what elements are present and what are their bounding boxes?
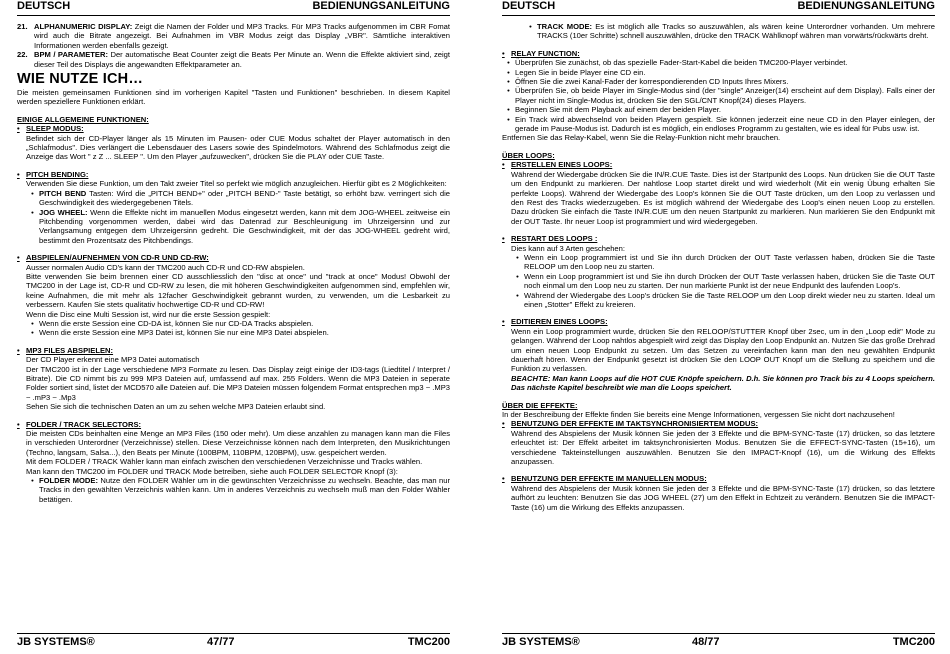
page-header bbox=[17, 0, 450, 16]
mp3-text-3: Sehen Sie sich die technischen Daten an um zu sehen welche MP3 Dateien erlaubt sind. bbox=[26, 402, 326, 412]
pitch-text: Verwenden Sie diese Funktion, um den Takt zweier Titel so perfekt wie möglich anzugleichen. Hierfür gibt es 2 Möglichkeiten: bbox=[26, 179, 447, 189]
effects-intro: In der Beschreibung der Effekte finden Sie bereits eine Menge Informationen, vergessen Sie nicht dort nachzusehen! bbox=[502, 410, 895, 420]
edit-loop-text: Wenn ein Loop programmiert wurde, drücken Sie den RELOOP/STUTTER Knopf über 2sec, um in den „Loop edit" Mode zu gelangen. Während der Loop nahtlos abgespielt wird zeigt das Display den Loop Endpunkt an. Nutzen Sie das große Drehrad um einen neuen Loop Endpunkt zu setzen. Um das Setzen zu vereinfachen kann man den neu gewählten Endpunkt dauerhaft hören. Wenn der Endpunkt gesetzt ist drücken Sie den LOOP OUT Knopf um die Stellung zu speichern und die Funktion zu verlassen. bbox=[511, 326, 935, 374]
subsection-heading-cdr: • ABSPIELEN/AUFNEHMEN VON CD-R UND CD-RW: bbox=[17, 253, 209, 263]
cdr-text-3: Wenn die Disc eine Multi Session ist, wird nur die erste Session gespielt: bbox=[26, 309, 271, 319]
list-item: • Legen Sie in beide Player eine CD ein. bbox=[507, 67, 646, 77]
numbered-item-22: 22. BPM / PARAMETER: Der automatische Beat Counter zeigt die Beats Per Minute an. Wenn die Effekte aktiviert sind, zeigt dieser Teil des Displays die angewandten Effektparameter an. bbox=[17, 50, 450, 69]
list-item: • JOG WHEEL: Wenn die Effekte nicht im manuellen Modus eingesetzt werden, kann mit dem JOG-WHEEL zeitweise ein Pitchbending vorgenommen werden, dabei wird das Datenrad zur Beschleunigung im Uhrzeigersinn und zur Verlangsamung entgegen dem Uhrzeigersinn gedreht. Die Geschwindigkeit, mit der das JOG-WHEEL gedreht wird, bestimmt den Prozentsatz des Pitchbendings. bbox=[31, 207, 450, 245]
folder-bullets bbox=[17, 476, 450, 504]
footer-page-number: 48/77 bbox=[692, 636, 720, 648]
section-heading-effects: ÜBER DIE EFFEKTE: bbox=[502, 400, 578, 410]
footer-model: TMC200 bbox=[892, 636, 935, 648]
subsection-heading-mp3: • MP3 FILES ABSPIELEN: bbox=[17, 345, 114, 355]
list-item: • Überprüfen Sie, ob beide Player im Single-Modus sind (der "single" Anzeiger(14) erscheint auf dem Display). Falls einer der Player nicht im Single-Modus ist, drücken Sie den SGL/CNT Knopf(24) dieses Players. bbox=[507, 86, 935, 105]
header-language: DEUTSCH bbox=[17, 0, 71, 12]
folder-text-1: Die meisten CDs beinhalten eine Menge an MP3 Files (150 oder mehr). Um diese anzahlen zu managen kann man die Files in verschieden Unterordner (Verzeichnisse) stellen. Diese Verzeichnisse können nach dem Interpreten, den Musikrichtungen (Techno, langsam, Salsa...), den Beats per Minute (100BPM, 110BPM, 120BPM), usw. gespeichert werden. bbox=[26, 429, 450, 457]
list-item: • TRACK MODE: Es ist möglich alle Tracks so auszuwählen, als wären keine Unterordner vorhanden. Um mehrere TRACKS (10er Schritte) schnell auszuwählen, drücke den TRACK Wählknopf währen man vorwärts/rückwärts dreht. bbox=[529, 22, 935, 41]
chapter-title: WIE NUTZE ICH… bbox=[17, 71, 144, 88]
list-item: • Während der Wiedergabe des Loop's drücken Sie die Taste RELOOP um den Loop direkt wieder neu zu starten. Ideal um einen „Stotter" Effekt zu kreieren. bbox=[516, 290, 935, 309]
track-mode-bullet bbox=[502, 22, 935, 41]
cdr-text-1: Ausser normalen Audio CD's kann der TMC200 auch CD-R und CD-RW abspielen. bbox=[26, 262, 305, 272]
sync-effects-text: Während des Abspielens der Musik können Sie jeden der 3 Effekte und die BPM-SYNC-Taste (17) drücken, so das letztere erleuchtet ist: Der Effekt arbeitet im taktsynchronisierten Modus. Benutzen Sie die EFFECT-SYNC-Tasten (15+16), um verschiedene Takteinstellungen auszuwählen. Benutzen Sie den IMPACT-Knopf (16), um die Wirkung des Effekts anzupassen. bbox=[511, 428, 935, 467]
header-title: BEDIENUNGSANLEITUNG bbox=[312, 0, 450, 12]
list-item: • FOLDER MODE: Nutze den FOLDER Wähler um in die gewünschten Verzeichnisse zu wechseln. Beachte, das man nur Tracks in den gewählten Verzeichnis wählen kann. Um in anderes Verzeichnis zu wechseln muß man den Folder Wähler betätigen. bbox=[31, 476, 450, 504]
page-footer bbox=[17, 633, 450, 650]
subsection-heading-folder: • FOLDER / TRACK SELECTORS: bbox=[17, 419, 142, 429]
list-item: • Wenn ein Loop programmiert ist und Sie ihn durch Drücken der OUT Taste verlassen haben, drücken Sie die Taste OUT noch einmal um den Loop neu zu starten. Der nun markierte Punkt ist der neue Endpunkt des laufenden Loop's. bbox=[516, 271, 935, 291]
relay-after: Entfernen Sie das Relay-Kabel, wenn Sie die Relay-Funktion nicht mehr brauchen. bbox=[502, 133, 781, 143]
list-item: • PITCH BEND Tasten: Wird die „PITCH BEND+" oder „PITCH BEND-" Taste betätigt, so erhöht bzw. verringert sich die Geschwindigkeit des wiedergegebenen Titels. bbox=[31, 188, 450, 208]
chapter-intro: Die meisten gemeinsamen Funktionen sind im vorherigen Kapitel "Tasten und Funktionen" beschrieben. In diesem Kapitel werden speziellere Funktionen erklärt. bbox=[17, 88, 450, 107]
mp3-text-1: Der CD Player erkennt eine MP3 Datei automatisch bbox=[26, 355, 200, 365]
section-heading-loops: ÜBER LOOPS: bbox=[502, 150, 555, 160]
list-item: • Wenn die erste Session eine MP3 Datei ist, können Sie nur eine MP3 Datei abspielen. bbox=[31, 328, 329, 338]
footer-brand: JB SYSTEMS® bbox=[17, 636, 95, 648]
subsection-heading-create-loop: • ERSTELLEN EINES LOOPS: bbox=[502, 160, 613, 170]
subsection-heading-sync-effects: • BENUTZUNG DER EFFEKTE IM TAKTSYNCHRONISIERTEM MODUS: bbox=[502, 419, 759, 429]
list-item: • Ein Track wird abwechselnd von beiden Playern gespielt. Sie können jederzeit eine neue CD in den Player einlegen, der gerade im Pause-Modus ist. Dadurch ist es möglich, ein endloses Programm zu gestalten, wie es ideal für Pubs usw. ist. bbox=[507, 114, 935, 134]
section-heading-general: EINIGE ALLGEMEINE FUNKTIONEN: bbox=[17, 114, 149, 124]
list-item: • Beginnen Sie mit dem Playback auf einem der beiden Player. bbox=[507, 105, 721, 115]
list-item: • Wenn ein Loop programmiert ist und Sie ihn durch Drücken der OUT Taste verlassen haben, drücken Sie die Taste RELOOP um den Loop neu zu starten. bbox=[516, 252, 935, 272]
restart-loop-bullets bbox=[502, 253, 935, 309]
footer-page-number: 47/77 bbox=[207, 636, 235, 648]
sleep-text: Befindet sich der CD-Player länger als 15 Minuten im Pausen- oder CUE Modus schaltet der Player automatisch in den „Schlafmodus". Dies verlängert die Lebensdauer des Lasers sowie des Spindelmotors. Während des Schlafmodus zeigt die Anzeige das Wort " z Z ... SLEEP ". Um den Player „aufzuwecken", drücken Sie die PLAY oder CUE Taste. bbox=[26, 133, 450, 162]
header-language: DEUTSCH bbox=[502, 0, 556, 12]
subsection-heading-edit-loop: • EDITIEREN EINES LOOPS: bbox=[502, 317, 608, 327]
manual-effects-text: Während des Abspielens der Musik können Sie jeden der 3 Effekte und die BPM-SYNC-Taste (17) drücken, so das letztere aufhört zu leuchten: Benutzen Sie das JOG WHEEL (27) um den Effekt in Echtzeit zu verändern. Benutzen Sie die IMPACT-Taste (16) um die Wirkung des Effekts anzupassen. bbox=[511, 483, 935, 512]
create-loop-text: Während der Wiedergabe drücken Sie die IN/R.CUE Taste. Dies ist der Startpunkt des Loops. Nun drücken Sie die OUT Taste um den Endpunkt zu markieren. Der nahtlose Loop startet direkt und wird wiederholt (Mit ein wenig Übung erhalten Sie perfekte Loops). Während der Wiedergabe des Loop's können Sie die OUT Taste drücken, um den Loop zu verlassen und den Rest des Tracks wiederzugeben. Es ist möglich während der Wiedergabe des Loop's einen neuen Loop zu erstellen. Dazu drücken Sie einfach die Taste IN/R.CUE um den neuen Startpunkt zu markieren. Nun markieren Sie den Endpunkt mit der OUT Taste. Ihr neuer Loop ist programmiert und wird wiedergegeben. bbox=[511, 169, 935, 226]
list-item: • Öffnen Sie die zwei Kanal-Fader der korrespondierenden CD Inputs Ihres Mixers. bbox=[507, 77, 789, 87]
right-page bbox=[502, 0, 935, 654]
footer-model: TMC200 bbox=[407, 636, 450, 648]
subsection-heading-relay: • RELAY FUNCTION: bbox=[502, 48, 580, 58]
page-header bbox=[502, 0, 935, 16]
list-item: • Wenn die erste Session eine CD-DA ist, können Sie nur CD-DA Tracks abspielen. bbox=[31, 318, 314, 328]
relay-bullets bbox=[502, 58, 935, 133]
list-item: • Überprüfen Sie zunächst, ob das spezielle Fader-Start-Kabel die beiden TMC200-Player verbindet. bbox=[507, 58, 848, 68]
cdr-bullets bbox=[17, 319, 450, 338]
subsection-heading-restart-loop: • RESTART DES LOOPS : bbox=[502, 234, 598, 244]
cdr-text-2: Bitte verwenden Sie beim brennen einer CD ausschliesslich den "disc at once" und "track at once" Modus! Obwohl der TMC200 in der Lage ist, CD-R und CD-RW zu lesen, die mit höheren Geschwindigkeiten aufgenommen sind, empfehlen wir, keine Aufnahmen, die mit mehr als 12facher Geschwindigkeit gebrannt wurden, zu verwenden, um die Lesbarkeit zu verbessern. Kaufen Sie stets qualitativ hochwertige CD-R und CD-RW! bbox=[26, 271, 450, 310]
subsection-heading-manual-effects: • BENUTZUNG DER EFFEKTE IM MANUELLEN MODUS: bbox=[502, 474, 707, 484]
folder-text-3: Man kann den TMC200 im FOLDER und TRACK Mode betreiben, siehe auch FOLDER SELECTOR Knopf (3): bbox=[26, 466, 398, 476]
footer-brand: JB SYSTEMS® bbox=[502, 636, 580, 648]
page-body bbox=[17, 22, 450, 628]
numbered-item-21: 21. ALPHANUMERIC DISPLAY: Zeigt die Namen der Folder und MP3 Tracks. Für MP3 Tracks aufgenommen im CBR Fomat wird auch die Bitrate angezeigt. Bei Aufnahmen im VBR Modus zeigt das Display „VBR". Sämtliche interaktiven Informationen werden ebenfalls gezeigt. bbox=[17, 22, 450, 50]
pitch-options bbox=[17, 189, 450, 245]
restart-loop-text: Dies kann auf 3 Arten geschehen: bbox=[511, 243, 625, 253]
page-footer bbox=[502, 633, 935, 650]
header-title: BEDIENUNGSANLEITUNG bbox=[797, 0, 935, 12]
mp3-text-2: Der TMC200 ist in der Lage verschiedene MP3 Formate zu lesen. Das Display zeigt einige der ID3-tags (Liedtitel / Interpret / Bitrate). Die CD nimmt bis zu 999 MP3 Dateien auf, umfassend auf max. 255 Folders. Wenn die MP3 Dateien in seperate Folder sortiert sind, listet der MCD570 alle Dateien auf. Die MP3 Dateien müssen folgendem Format entsprechen mp3 ~ .MP3 ~ .mP3 ~ .Mp3 bbox=[26, 364, 450, 402]
subsection-heading-pitch: • PITCH BENDING: bbox=[17, 169, 89, 179]
folder-text-2: Mit dem FOLDER / TRACK Wähler kann man einfach zwischen den verschiedenen Verzeichnisse und Tracks wählen. bbox=[26, 457, 423, 467]
loop-note: BEACHTE: Man kann Loops auf die HOT CUE Knöpfe speichern. D.h. Sie können pro Track bis zu 4 Loops speichern. Das nächste Kapitel beschreibt wie man die Loops speichert. bbox=[511, 373, 935, 393]
subsection-heading-sleep: • SLEEP MODUS: bbox=[17, 124, 84, 134]
left-page bbox=[17, 0, 450, 654]
page-body bbox=[502, 22, 935, 628]
